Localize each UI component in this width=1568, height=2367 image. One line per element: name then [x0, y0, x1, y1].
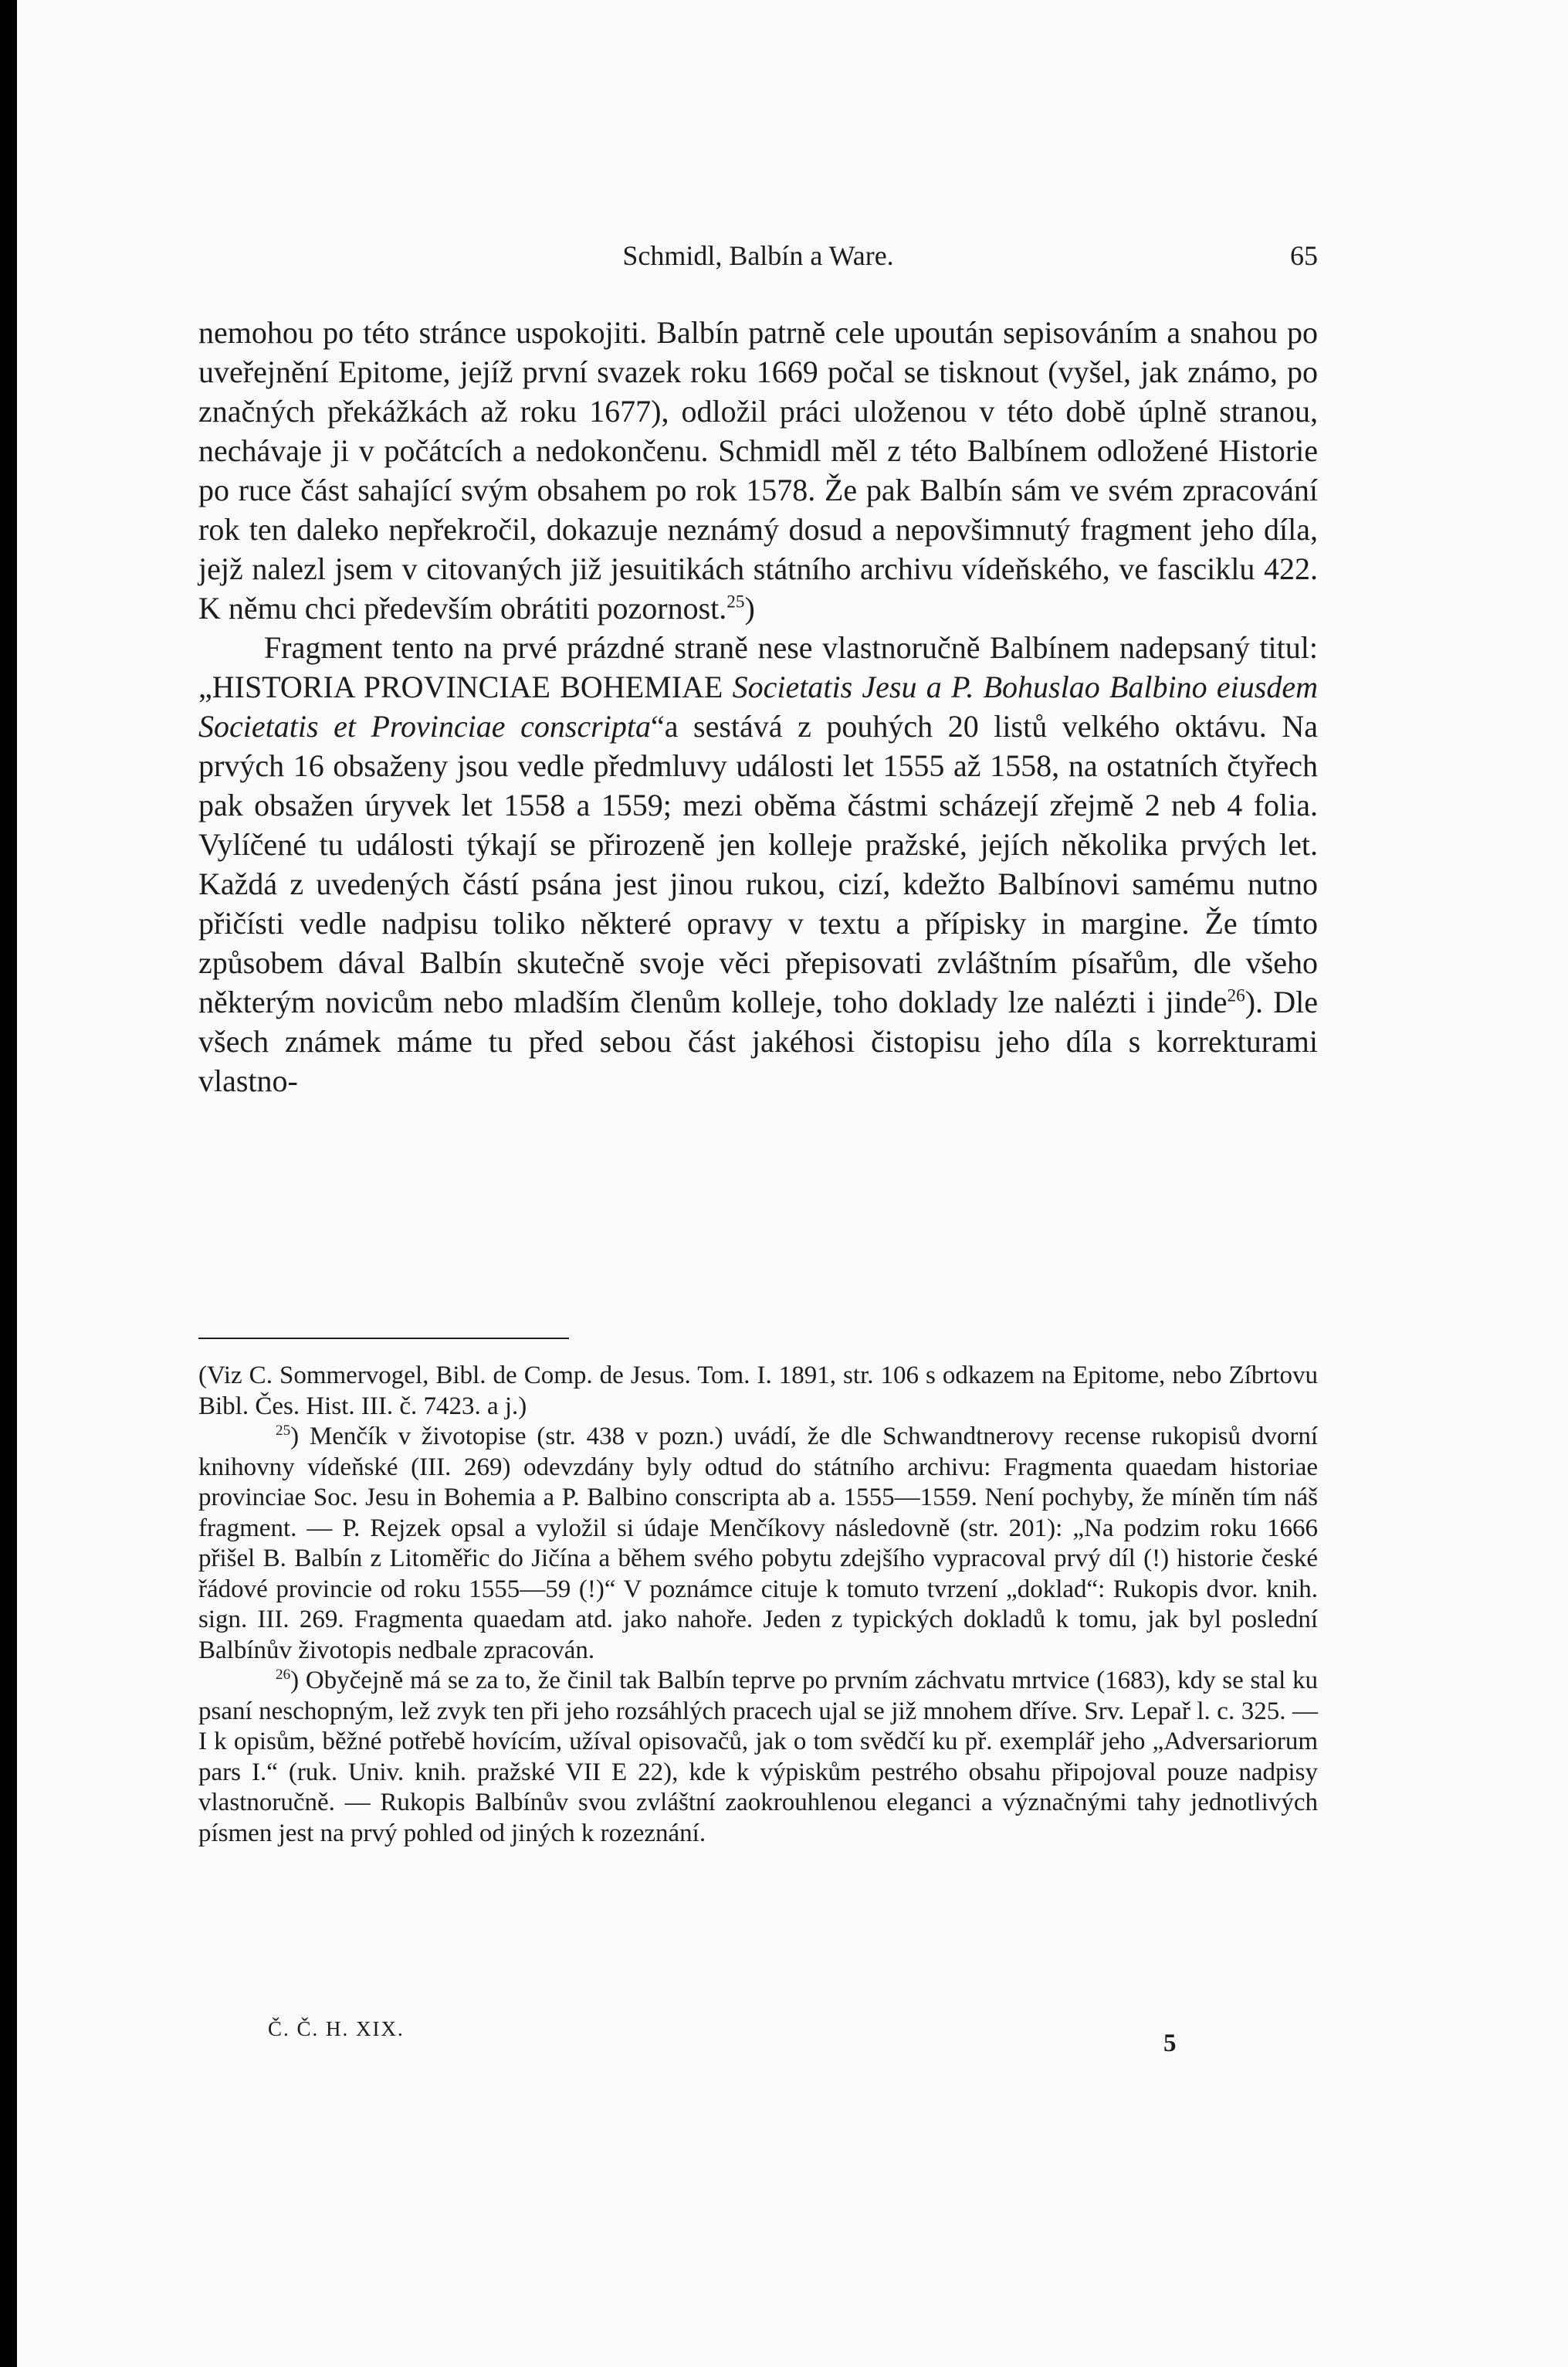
- paragraph-1: [198, 313, 1318, 628]
- paragraph-2-latin-title: Societatis Jesu a P. Bohuslao Balbino eiusdem Societatis et Provinciae conscripta: [198, 670, 1318, 744]
- footnote-ref-26: 26: [1227, 985, 1245, 1006]
- book-page: [17, 0, 1568, 2367]
- footnotes: [198, 1361, 1318, 1849]
- footnote-ref-25: 25: [726, 592, 745, 612]
- footnote-continuation: (Viz C. Sommervogel, Bibl. de Comp. de Jesus. Tom. I. 1891, str. 106 s odkazem na Epitome, nebo Zíbrtovu Bibl. Čes. Hist. III. č. 7423. a j.): [198, 1362, 1318, 1420]
- footnote-25: [198, 1422, 1318, 1666]
- footnote-26: [198, 1666, 1318, 1849]
- footnote-25-text: ) Menčík v životopise (str. 438 v pozn.) uvádí, že dle Schwandtnerovy recense rukopisů dvorní knihovny vídeňské (III. 269) odevzdány byly odtud do státního archivu: Fragmenta quaedam historiae provinciae Soc. Jesu in Bohemia a P. Balbino conscripta ab a. 1555—1559. Není pochyby, že míněn tím náš fragment. — P. Rejzek opsal a vyložil si údaje Menčíkovy následovně (str. 201): „Na podzim roku 1666 přišel B. Balbín z Litoměřic do Jičína a během svého pobytu zdejšího vypracoval prvý díl (!) historie české řádové provincie od roku 1555—59 (!)“ V poznámce cituje k tomuto tvrzení „doklad“: Rukopis dvor. knih. sign. III. 269. Fragmenta quaedam atd. jako nahoře. Jeden z typických dokladů k tomu, jak byl poslední Balbínův životopis nedbale zpracován.: [198, 1423, 1318, 1664]
- footnote-25-marker: 25: [276, 1423, 291, 1439]
- main-text: [198, 313, 1318, 1100]
- paragraph-2-text-c: ). Dle všech známek máme tu před sebou část jakéhosi čistopisu jeho díla s korrekturami vlastno-: [198, 985, 1318, 1098]
- footnote-26-marker: 26: [276, 1667, 291, 1683]
- footnote-26-text: ) Obyčejně má se za to, že činil tak Balbín teprve po prvním záchvatu mrtvice (1683), kdy se stal ku psaní neschopným, lež zvyk ten při jeho rozsáhlých pracech ujal se již mnohem dříve. Srv. Lepař l. c. 325. — I k opisům, běžné potřebě hovícím, užíval opisovačů, jak o tom svědčí ku př. exemplář jeho „Adversariorum pars I.“ (ruk. Univ. knih. pražské VII E 22), kde k výpiskům pestrého obsahu připojoval pouze nadpisy vlastnoručně. — Rukopis Balbínův svou zvláštní zaokrouhlenou eleganci a význačnými tahy jednotlivých písmen jest na prvý pohled od jiných k rozeznání.: [198, 1667, 1318, 1847]
- page-number: 65: [1290, 240, 1318, 271]
- paragraph-2-text-a: Fragment tento na prvé prázdné straně nese vlastnoručně Balbínem nadepsaný titul: „HISTORIA PROVINCIAE BOHEMIAE: [198, 630, 1318, 704]
- footnote-divider: [198, 1338, 569, 1339]
- running-head: [198, 239, 1318, 278]
- paragraph-2-text-b: “a sestává z pouhých 20 listů velkého oktávu. Na prvých 16 obsaženy jsou vedle předmluvy události let 1555 až 1558, na ostatních čtyřech pak obsažen úryvek let 1558 a 1559; mezi oběma částmi scházejí zřejmě 2 neb 4 folia. Vylíčené tu události týkají se přirozeně jen kolleje pražské, jejích několika prvých let. Každá z uvedených částí psána jest jinou rukou, cizí, kdežto Balbínovi samému nutno přičísti vedle nadpisu toliko některé opravy v textu a přípisky in margine. Že tímto způsobem dával Balbín skutečně svoje věci přepisovati zvláštním písařům, dle všeho některým novicům nebo mladším členům kolleje, toho doklady lze nalézti i jinde: [198, 709, 1319, 1019]
- paragraph-2: [198, 628, 1318, 1100]
- sheet-number: 5: [1163, 2030, 1177, 2057]
- footnote-ref-25-close: ): [744, 591, 755, 626]
- journal-signature: Č. Č. H. XIX.: [268, 2017, 405, 2040]
- paragraph-1-text: nemohou po této stránce uspokojiti. Balbín patrně cele upoután sepisováním a snahou po uveřejnění Epitome, jejíž první svazek roku 1669 počal se tisknout (vyšel, jak známo, po značných překážkách až roku 1677), odložil práci uloženou v této době úplně stranou, nechávaje ji v počátcích a nedokončenu. Schmidl měl z této Balbínem odložené Historie po ruce část sahající svým obsahem po rok 1578. Že pak Balbín sám ve svém zpracování rok ten daleko nepřekročil, dokazuje neznámý dosud a nepovšimnutý fragment jeho díla, jejž nalezl jsem v citovaných již jesuitikách státního archivu vídeňského, ve fasciklu 422. K němu chci především obrátiti pozornost.: [198, 315, 1318, 626]
- running-title: Schmidl, Balbín a Ware.: [622, 240, 894, 271]
